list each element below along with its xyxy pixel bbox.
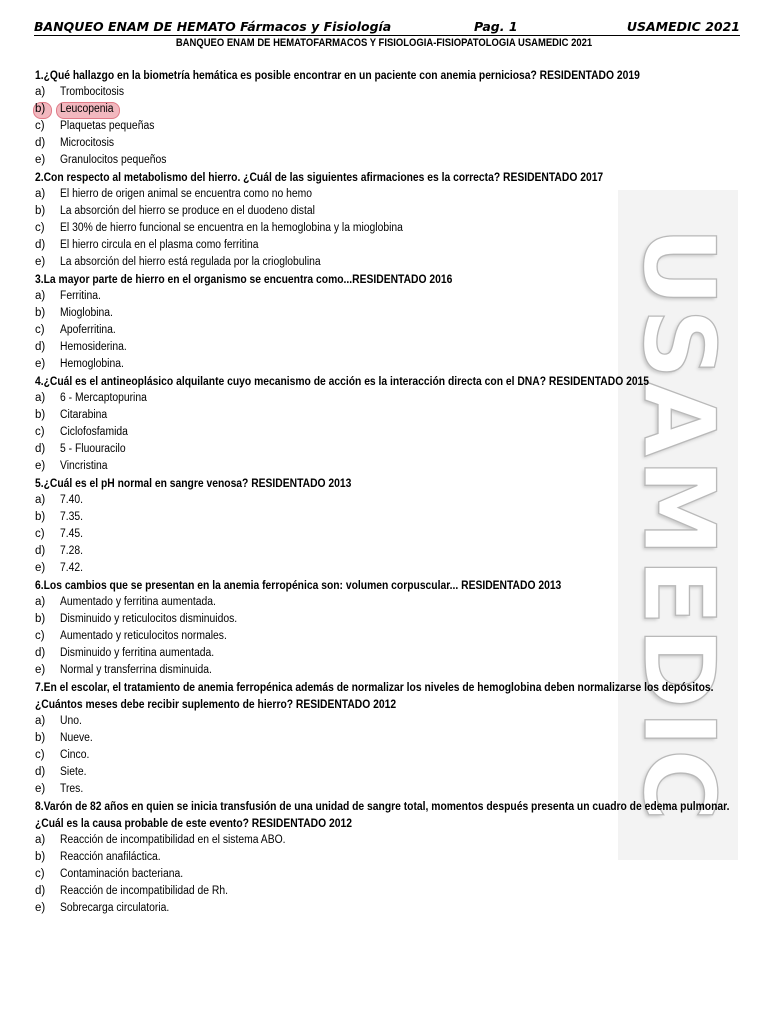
- answer-option: [35, 424, 745, 441]
- option-text: Apoferritina.: [60, 324, 116, 336]
- option-text: Disminuido y reticulocitos disminuidos.: [60, 613, 238, 625]
- answer-option: [35, 84, 745, 101]
- option-text: 7.35.: [60, 511, 84, 523]
- answer-option: [35, 101, 745, 118]
- option-text: Nueve.: [60, 732, 93, 744]
- answer-option: [35, 883, 745, 900]
- option-letter: d): [35, 766, 46, 778]
- option-letter: e): [35, 783, 46, 795]
- option-letter: d): [35, 443, 46, 455]
- question-text: 7.En el escolar, el tratamiento de anemia ferropénica además de normalizar los niveles de hemoglobina deben normalizarse los depósitos.: [35, 680, 714, 694]
- header-brand: USAMEDIC 2021: [626, 19, 740, 34]
- option-letter: c): [35, 630, 45, 642]
- answer-option: [35, 407, 745, 424]
- page-number: Pag. 1: [474, 19, 518, 34]
- answer-option: [35, 322, 745, 339]
- answer-option: [35, 662, 745, 679]
- answer-option: [35, 730, 745, 747]
- question-8: [35, 798, 745, 917]
- answer-option: [35, 526, 745, 543]
- answer-option: [35, 900, 745, 917]
- option-letter: e): [35, 460, 46, 472]
- answer-option: [35, 849, 745, 866]
- option-text: Cinco.: [60, 749, 90, 761]
- answer-option: [35, 781, 745, 798]
- question-text: 3.La mayor parte de hierro en el organismo se encuentra como...RESIDENTADO 2016: [35, 272, 453, 286]
- option-text: Ciclofosfamida: [60, 426, 128, 438]
- option-text: Normal y transferrina disminuida.: [60, 664, 212, 676]
- answer-option: [35, 254, 745, 271]
- option-letter: d): [35, 647, 46, 659]
- answer-option: [35, 764, 745, 781]
- question-text: 1.¿Qué hallazgo en la biometría hemática es posible encontrar en un paciente con anemia perniciosa? RESIDENTADO 2019: [35, 68, 640, 82]
- question-list: [35, 67, 745, 917]
- option-text: Contaminación bacteriana.: [60, 868, 184, 880]
- answer-option: [35, 203, 745, 220]
- question-text: 2.Con respecto al metabolismo del hierro. ¿Cuál de las siguientes afirmaciones es la correcta? RESIDENTADO 2017: [35, 170, 604, 184]
- option-letter: b): [35, 732, 46, 744]
- option-text: Mioglobina.: [60, 307, 113, 319]
- answer-option: [35, 611, 745, 628]
- option-letter: a): [35, 834, 46, 846]
- option-letter: b): [35, 409, 46, 421]
- option-letter: b): [35, 851, 46, 863]
- option-text: La absorción del hierro se produce en el duodeno distal: [60, 205, 315, 217]
- option-text: Hemosiderina.: [60, 341, 127, 353]
- option-text: Citarabina: [60, 409, 108, 421]
- question-4: [35, 373, 745, 475]
- option-text: Disminuido y ferritina aumentada.: [60, 647, 215, 659]
- option-text: La absorción del hierro está regulada por la crioglobulina: [60, 256, 321, 268]
- option-text: Tres.: [60, 783, 84, 795]
- question-text: ¿Cuál es la causa probable de este evento? RESIDENTADO 2012: [35, 816, 352, 830]
- option-text: El hierro circula en el plasma como ferritina: [60, 239, 259, 251]
- question-2: [35, 169, 745, 271]
- answer-option: [35, 237, 745, 254]
- option-letter: e): [35, 562, 46, 574]
- question-text: 5.¿Cuál es el pH normal en sangre venosa? RESIDENTADO 2013: [35, 476, 352, 490]
- question-text: 6.Los cambios que se presentan en la anemia ferropénica son: volumen corpuscular... RESIDENTADO 2013: [35, 578, 562, 592]
- question-1: [35, 67, 745, 169]
- option-text: Ferritina.: [60, 290, 101, 302]
- answer-option: [35, 118, 745, 135]
- option-letter: b): [35, 307, 46, 319]
- option-letter: a): [35, 188, 46, 200]
- question-5: [35, 475, 745, 577]
- option-text: 6 - Mercaptopurina: [60, 392, 147, 404]
- option-text: 7.45.: [60, 528, 84, 540]
- option-text: 5 - Fluouracilo: [60, 443, 126, 455]
- option-letter: a): [35, 86, 46, 98]
- watermark-text: USAMEDIC: [621, 226, 735, 824]
- answer-option: [35, 152, 745, 169]
- answer-option: [35, 628, 745, 645]
- option-letter: e): [35, 902, 46, 914]
- question-text: 8.Varón de 82 años en quien se inicia transfusión de una unidad de sangre total, momentos después presenta un cuadro de edema pulmonar.: [35, 799, 730, 813]
- option-text: Aumentado y ferritina aumentada.: [60, 596, 216, 608]
- option-letter: a): [35, 494, 46, 506]
- option-text: 7.40.: [60, 494, 84, 506]
- question-text: ¿Cuántos meses debe recibir suplemento de hierro? RESIDENTADO 2012: [35, 697, 397, 711]
- option-letter: e): [35, 358, 46, 370]
- option-text: El hierro de origen animal se encuentra como no hemo: [60, 188, 312, 200]
- option-text: Vincristina: [60, 460, 108, 472]
- option-letter: b): [35, 103, 46, 115]
- option-letter: d): [35, 137, 46, 149]
- option-text: Plaquetas pequeñas: [60, 120, 155, 132]
- question-text: 4.¿Cuál es el antineoplásico alquilante cuyo mecanismo de acción es la interacción directa con el DNA? RESIDENTADO 2015: [35, 374, 650, 388]
- answer-option: [35, 305, 745, 322]
- option-text: Uno.: [60, 715, 82, 727]
- answer-option: [35, 509, 745, 526]
- option-letter: c): [35, 222, 45, 234]
- option-text: Trombocitosis: [60, 86, 125, 98]
- answer-option: [35, 645, 745, 662]
- option-letter: a): [35, 290, 46, 302]
- option-text: Reacción de incompatibilidad en el sistema ABO.: [60, 834, 286, 846]
- document-title: BANQUEO ENAM DE HEMATOFARMACOS Y FISIOLOGIA-FISIOPATOLOGIA USAMEDIC 2021: [175, 37, 593, 49]
- option-letter: a): [35, 392, 46, 404]
- option-text: Microcitosis: [60, 137, 115, 149]
- option-text: 7.28.: [60, 545, 84, 557]
- question-6: [35, 577, 745, 679]
- answer-option: [35, 135, 745, 152]
- option-letter: d): [35, 545, 46, 557]
- answer-option: [35, 832, 745, 849]
- option-letter: e): [35, 256, 46, 268]
- option-letter: d): [35, 885, 46, 897]
- answer-option: [35, 866, 745, 883]
- question-7: [35, 679, 745, 798]
- option-text: Granulocitos pequeños: [60, 154, 167, 166]
- option-letter: b): [35, 205, 46, 217]
- answer-option: [35, 560, 745, 577]
- option-text: Siete.: [60, 766, 87, 778]
- option-letter: e): [35, 154, 46, 166]
- answer-option: [35, 441, 745, 458]
- option-letter: d): [35, 341, 46, 353]
- answer-option: [35, 390, 745, 407]
- header-title: BANQUEO ENAM DE HEMATO Fármacos y Fisiología: [34, 19, 392, 34]
- answer-option: [35, 220, 745, 237]
- question-3: [35, 271, 745, 373]
- option-letter: b): [35, 511, 46, 523]
- option-text: Reacción de incompatibilidad de Rh.: [60, 885, 229, 897]
- answer-option: [35, 594, 745, 611]
- option-text: Hemoglobina.: [60, 358, 124, 370]
- option-text: Reacción anafiláctica.: [60, 851, 161, 863]
- option-text: Aumentado y reticulocitos normales.: [60, 630, 227, 642]
- answer-option: [35, 543, 745, 560]
- option-text: El 30% de hierro funcional se encuentra en la hemoglobina y la mioglobina: [60, 222, 403, 234]
- answer-option: [35, 339, 745, 356]
- page-header: [34, 18, 740, 36]
- option-letter: c): [35, 324, 45, 336]
- option-letter: c): [35, 749, 45, 761]
- option-text: Leucopenia: [60, 103, 114, 115]
- option-letter: a): [35, 715, 46, 727]
- answer-option: [35, 747, 745, 764]
- option-letter: c): [35, 868, 45, 880]
- answer-option: [35, 186, 745, 203]
- option-letter: a): [35, 596, 46, 608]
- option-letter: c): [35, 426, 45, 438]
- option-text: Sobrecarga circulatoria.: [60, 902, 170, 914]
- option-letter: d): [35, 239, 46, 251]
- option-letter: c): [35, 528, 45, 540]
- answer-option: [35, 356, 745, 373]
- answer-option: [35, 492, 745, 509]
- option-letter: c): [35, 120, 45, 132]
- answer-option: [35, 458, 745, 475]
- option-letter: e): [35, 664, 46, 676]
- option-text: 7.42.: [60, 562, 84, 574]
- answer-option: [35, 713, 745, 730]
- answer-option: [35, 288, 745, 305]
- option-letter: b): [35, 613, 46, 625]
